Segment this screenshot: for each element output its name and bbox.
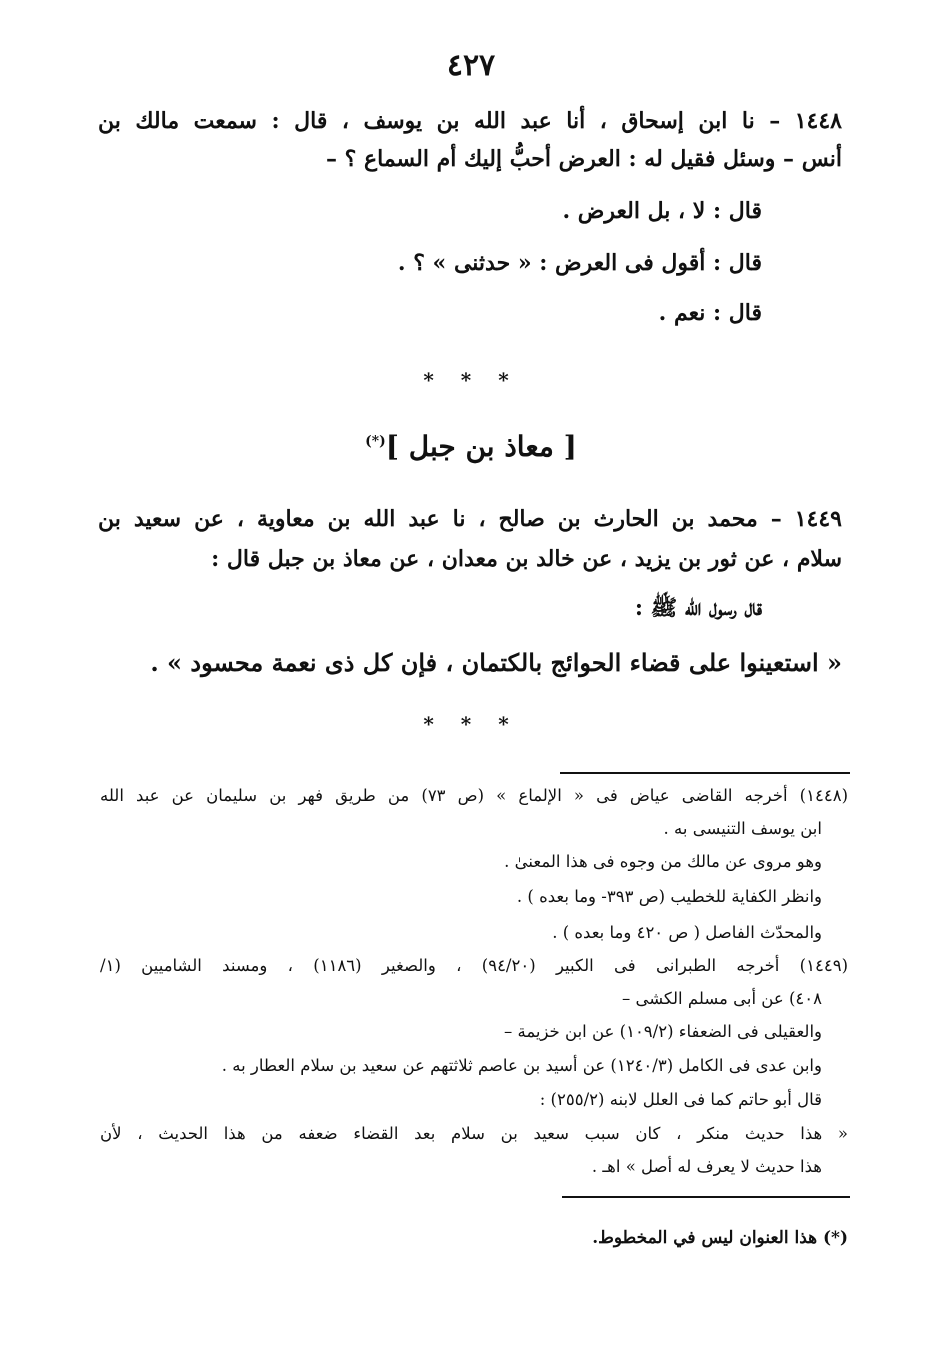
footnote-1449-line-6: « هذا حديث منكر ، كان سبب سعيد بن سلام بعد القضاء ضعفه من هذا الحديث ، لأن: [100, 1124, 848, 1143]
footnote-1448-line-4: وانظر الكفاية للخطيب (ص ٣٩٣- وما بعده ) .: [516, 887, 822, 906]
section-separator-2: * * *: [423, 712, 519, 736]
section-heading: [0, 430, 942, 463]
page-number: ٤٢٧: [446, 48, 496, 83]
footnote-1448-line-2: ابن يوسف التنيسى به .: [663, 819, 822, 838]
hadith-1448-line-2: أنس – وسئل فقيل له : العرض أحبُّ إليك أم السماع ؟ –: [326, 146, 842, 172]
hadith-1449-line-3: قال رسول الله ﷺ :: [634, 595, 762, 621]
footnote-1449-line-1: (١٤٤٩) أخرجه الطبرانى فى الكبير (٩٤/٢٠) ، والصغير (١١٨٦) ، ومسند الشاميين (١/: [100, 956, 848, 975]
hadith-1449-line-2: سلام ، عن ثور بن يزيد ، عن خالد بن معدان ، عن معاذ بن جبل قال :: [211, 546, 842, 572]
footnote-1448-line-5: والمحدّث الفاصل ( ص ٤٢٠ وما بعده ) .: [552, 923, 822, 942]
footnote-1449-line-2: ٤٠٨) عن أبى مسلم الكشى –: [621, 989, 822, 1008]
footnote-rule: [560, 772, 850, 774]
section-heading-mark: (*): [365, 433, 386, 450]
footnote-1449-line-5: قال أبو حاتم كما فى العلل لابنه (٢٥٥/٢) :: [539, 1090, 822, 1109]
hadith-1449-quote: « استعينوا على قضاء الحوائج بالكتمان ، فإن كل ذى نعمة محسود » .: [150, 648, 842, 677]
footnote-1449-line-3: والعقيلى فى الضعفاء (١٠٩/٢) عن ابن خزيمة –: [503, 1022, 822, 1041]
editor-note-rule: [562, 1196, 850, 1198]
footnote-1449-line-4: وابن عدى فى الكامل (١٢٤٠/٣) عن أسيد بن عاصم ثلاثتهم عن سعيد بن سلام العطار به .: [221, 1056, 822, 1075]
hadith-1448-line-3: قال : لا ، بل العرض .: [562, 198, 762, 224]
section-heading-text: [ معاذ بن جبل ]: [385, 430, 577, 463]
footnote-1449-line-7: هذا حديث لا يعرف له أصل » اهـ .: [591, 1157, 822, 1176]
hadith-1448-line-4: قال : أقول فى العرض : « حدثنى » ؟ .: [397, 250, 762, 276]
footnote-1448-line-1: (١٤٤٨) أخرجه القاضى عياض فى « الإلماع » (ص ٧٣) من طريق فهر بن سليمان عن عبد الله: [100, 786, 848, 805]
section-separator: * * *: [423, 368, 519, 392]
hadith-1448-line-1: ١٤٤٨ – نا ابن إسحاق ، أنا عبد الله بن يوسف ، قال : سمعت مالك بن: [98, 108, 842, 134]
hadith-1448-line-5: قال : نعم .: [658, 300, 762, 326]
hadith-1449-line-1: ١٤٤٩ – محمد بن الحارث بن صالح ، نا عبد الله بن معاوية ، عن سعيد بن: [98, 506, 842, 532]
footnote-1448-line-3: وهو مروى عن مالك من وجوه فى هذا المعنىٰ .: [504, 852, 822, 871]
editor-note: (*) هذا العنوان ليس في المخطوط.: [592, 1228, 848, 1248]
